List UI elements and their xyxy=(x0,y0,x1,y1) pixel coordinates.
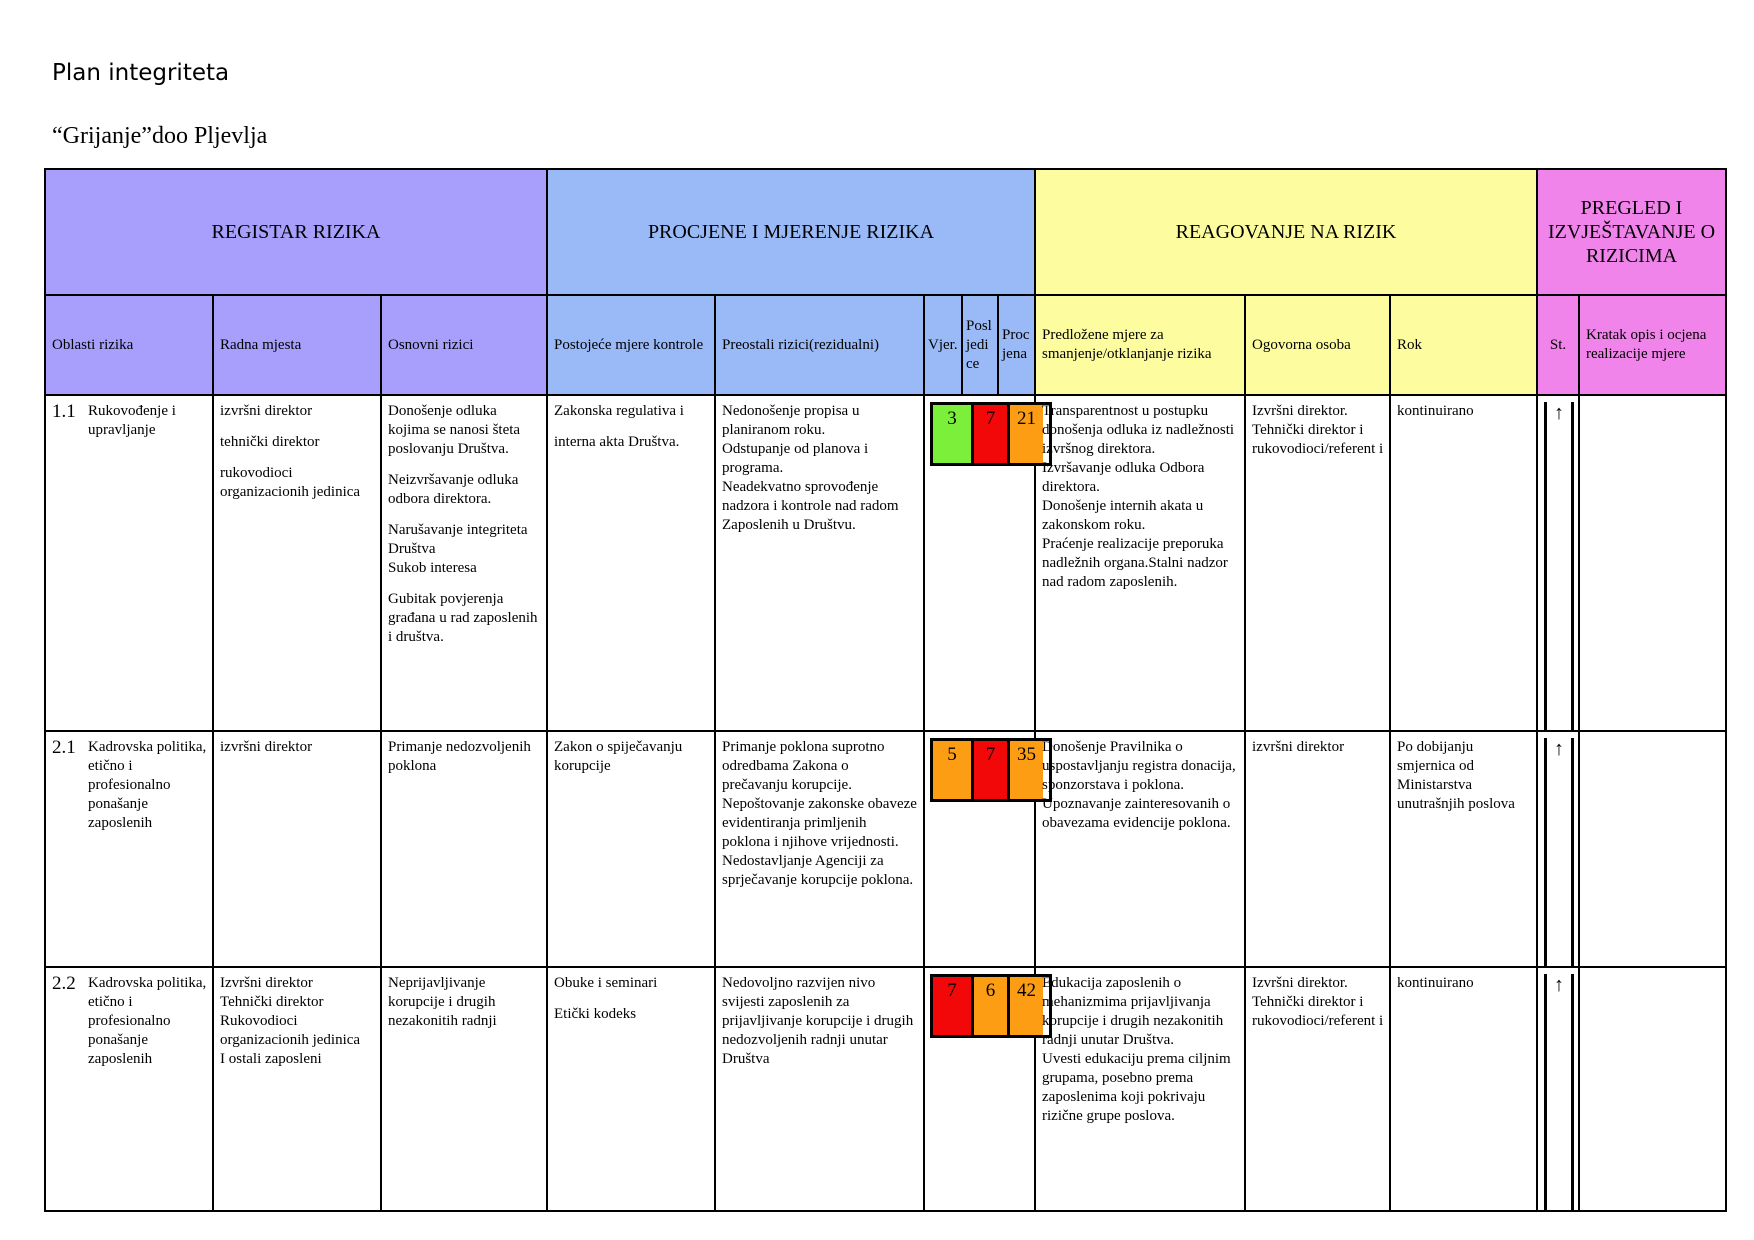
table-row xyxy=(45,731,1726,967)
deadline-cell xyxy=(1390,395,1537,731)
cell-text: Nedonošenje propisa u planiranom roku. Odstupanje od planova i programa. Neadekvatno sprovođenje nadzora i kontrole nad radom Zaposlenih u Društvu. xyxy=(722,403,899,533)
cell-text: Donošenje Pravilnika o uspostavljanju registra donacija, sponzorstava i poklona. Upoznavanje zainteresovanih o obavezama evidencije poklona. xyxy=(1042,739,1236,831)
status-arrow-icon: ↑ xyxy=(1544,974,1574,1210)
cell-text: Primanje nedozvoljenih poklona xyxy=(388,739,531,774)
column-main-risks: Osnovni rizici xyxy=(381,295,547,395)
column-proposed-measures: Predložene mjere za smanjenje/otklanjanje rizika xyxy=(1035,295,1245,395)
risk-score-cell xyxy=(924,731,1035,967)
proposed-measures-cell xyxy=(1035,967,1245,1211)
probability-score: 7 xyxy=(933,977,971,1035)
cell-text: kontinuirano xyxy=(1397,403,1474,419)
cell-text: Zakon o spiječavanju korupcije xyxy=(554,739,683,774)
cell-text: Obuke i seminari xyxy=(554,975,658,991)
responsible-person-cell xyxy=(1245,967,1390,1211)
cell-text: izvršni direktor xyxy=(220,403,313,419)
risk-area-cell xyxy=(45,731,213,967)
column-residual-risks: Preostali rizici(rezidualni) xyxy=(715,295,924,395)
residual-risks-cell xyxy=(715,395,924,731)
status-arrow-icon: ↑ xyxy=(1544,738,1574,966)
column-short-description: Kratak opis i ocjena realizacije mjere xyxy=(1579,295,1726,395)
cell-text: interna akta Društva. xyxy=(554,434,680,450)
risk-area-name: Kadrovska politika, etično i profesionalno ponašanje zaposlenih xyxy=(88,739,207,831)
assessment-score: 35 xyxy=(1007,741,1043,799)
residual-risks-cell xyxy=(715,967,924,1211)
section-response: REAGOVANJE NA RIZIK xyxy=(1035,169,1537,295)
cell-text: Gubitak povjerenja građana u rad zaposlenih i društva. xyxy=(388,591,538,645)
document-subtitle: “Grijanje”doo Pljevlja xyxy=(52,123,268,149)
cell-text: kontinuirano xyxy=(1397,975,1474,991)
status-arrow-icon: ↑ xyxy=(1544,402,1574,730)
cell-text: izvršni direktor xyxy=(220,739,313,755)
probability-score: 5 xyxy=(933,741,971,799)
column-area: Oblasti rizika xyxy=(45,295,213,395)
consequences-score: 7 xyxy=(971,741,1007,799)
cell-text: izvršni direktor xyxy=(1252,739,1345,755)
column-status: St. xyxy=(1537,295,1579,395)
probability-score: 3 xyxy=(933,405,971,463)
column-deadline: Rok xyxy=(1390,295,1537,395)
integrity-plan-table xyxy=(44,168,1727,1212)
risk-area-cell xyxy=(45,395,213,731)
cell-text: Donošenje odluka kojima se nanosi šteta poslovanju Društva. xyxy=(388,403,521,457)
row-number: 2.2 xyxy=(52,973,76,994)
cell-text: Izvršni direktor. Tehnički direktor i rukovodioci/referent i xyxy=(1252,403,1384,457)
consequences-score: 6 xyxy=(971,977,1007,1035)
cell-text: Edukacija zaposlenih o mehanizmima prijavljivanja korupcije i drugih nezakonitih radnji unutar Društva. Uvesti edukaciju prema ciljnim grupama, posebno prema zaposlenima koji pokrivaju rizične grupe poslova. xyxy=(1042,975,1231,1124)
positions-cell xyxy=(213,395,381,731)
residual-risks-cell xyxy=(715,731,924,967)
main-risks-cell xyxy=(381,395,547,731)
short-description-cell xyxy=(1579,395,1726,731)
main-risks-cell xyxy=(381,967,547,1211)
responsible-person-cell xyxy=(1245,395,1390,731)
table-row xyxy=(45,395,1726,731)
proposed-measures-cell xyxy=(1035,731,1245,967)
assessment-score: 42 xyxy=(1007,977,1043,1035)
cell-text: Zakonska regulativa i xyxy=(554,403,684,419)
deadline-cell xyxy=(1390,731,1537,967)
responsible-person-cell xyxy=(1245,731,1390,967)
cell-text: Transparentnost u postupku donošenja odluka iz nadležnosti izvršnog direktora. Izvršavanje odluka Odbora direktora. Donošenje internih akata u zakonskom roku. Praćenje realizacije preporuka nadležnih organa.Stalni nadzor nad radom zaposlenih. xyxy=(1042,403,1235,590)
column-responsible: Ogovorna osoba xyxy=(1245,295,1390,395)
section-review: PREGLED I IZVJEŠTAVANJE O RIZICIMA xyxy=(1537,169,1726,295)
cell-text: Izvršni direktor. Tehnički direktor i rukovodioci/referent i xyxy=(1252,975,1384,1029)
proposed-measures-cell xyxy=(1035,395,1245,731)
short-description-cell xyxy=(1579,731,1726,967)
cell-text: Po dobijanju smjernica od Ministarstva unutrašnjih poslova xyxy=(1397,739,1515,812)
row-number: 1.1 xyxy=(52,401,76,422)
cell-text: Neizvršavanje odluka odbora direktora. xyxy=(388,472,519,507)
positions-cell xyxy=(213,731,381,967)
main-risks-cell xyxy=(381,731,547,967)
existing-controls-cell xyxy=(547,967,715,1211)
consequences-score: 7 xyxy=(971,405,1007,463)
document-title: Plan integriteta xyxy=(52,60,230,86)
cell-text: rukovodioci organizacionih jedinica xyxy=(220,465,361,500)
column-probability: Vjer. xyxy=(924,295,962,395)
row-number: 2.1 xyxy=(52,737,76,758)
status-cell xyxy=(1537,967,1579,1211)
section-assessment: PROCJENE I MJERENJE RIZIKA xyxy=(547,169,1035,295)
risk-area-name: Rukovođenje i upravljanje xyxy=(88,403,176,438)
existing-controls-cell xyxy=(547,731,715,967)
column-positions: Radna mjesta xyxy=(213,295,381,395)
column-assessment: Procjena xyxy=(998,295,1035,395)
cell-text: Izvršni direktor Tehnički direktor Rukovodioci organizacionih jedinica I ostali zaposleni xyxy=(220,975,361,1067)
column-consequences: Posljedice xyxy=(962,295,998,395)
status-cell xyxy=(1537,731,1579,967)
cell-text: Nedovoljno razvijen nivo svijesti zaposlenih za prijavljivanje korupcije i drugih nedozvoljenih radnji unutar Društva xyxy=(722,975,914,1067)
section-register: REGISTAR RIZIKA xyxy=(45,169,547,295)
cell-text: Narušavanje integriteta Društva Sukob interesa xyxy=(388,522,528,576)
table-row xyxy=(45,967,1726,1211)
cell-text: Primanje poklona suprotno odredbama Zakona o prečavanju korupcije. Nepoštovanje zakonske obaveze evidentiranja primljenih poklona i njihove vrijednosti. Nedostavljanje Agenciji za sprječavanje korupcije poklona. xyxy=(722,739,917,888)
risk-area-cell xyxy=(45,967,213,1211)
status-cell xyxy=(1537,395,1579,731)
positions-cell xyxy=(213,967,381,1211)
assessment-score: 21 xyxy=(1007,405,1043,463)
cell-text: tehnički direktor xyxy=(220,434,320,450)
risk-score-cell xyxy=(924,967,1035,1211)
existing-controls-cell xyxy=(547,395,715,731)
cell-text: Etički kodeks xyxy=(554,1006,637,1022)
short-description-cell xyxy=(1579,967,1726,1211)
column-existing-controls: Postojeće mjere kontrole xyxy=(547,295,715,395)
risk-score-cell xyxy=(924,395,1035,731)
cell-text: Neprijavljivanje korupcije i drugih nezakonitih radnji xyxy=(388,975,497,1029)
deadline-cell xyxy=(1390,967,1537,1211)
risk-area-name: Kadrovska politika, etično i profesionalno ponašanje zaposlenih xyxy=(88,975,207,1067)
